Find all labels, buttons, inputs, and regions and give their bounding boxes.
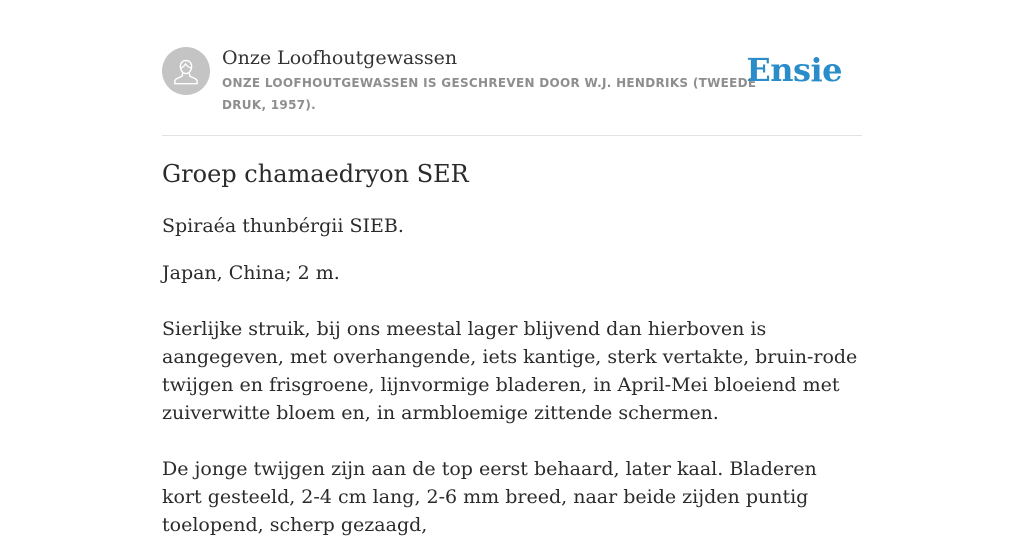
origin-text: Japan, China; 2 m. [162,262,340,284]
ensie-logo-link[interactable]: Ensie [746,51,842,89]
species-name: Spiraéa thunbérgii SIEB. [162,215,404,237]
paragraph-details: De jonge twijgen zijn aan de top eerst behaard, later kaal. Bladeren kort gesteeld, 2-4 cm lang, 2-6 mm breed, naar beide zijden puntig toelopend, scherp gezaagd, [162,458,817,536]
book-header [162,0,862,136]
book-description: ONZE LOOFHOUTGEWASSEN IS GESCHREVEN DOOR W.J. HENDRIKS (TWEEDE DRUK, 1957). [222,76,757,112]
user-silhouette-icon [162,47,210,95]
book-title[interactable]: Onze Loofhoutgewassen [222,47,458,69]
paragraph-description: Sierlijke struik, bij ons meestal lager blijvend dan hierboven is aangegeven, met overhangende, iets kantige, sterk vertakte, bruin-rode twijgen en frisgroene, lijnvormige bladeren, in April-Mei bloeiend met zuiverwitte bloem en, in armbloemige zittende schermen. [162,318,858,424]
section-title: Groep chamaedryon SER [162,160,469,188]
page-content [162,0,862,536]
